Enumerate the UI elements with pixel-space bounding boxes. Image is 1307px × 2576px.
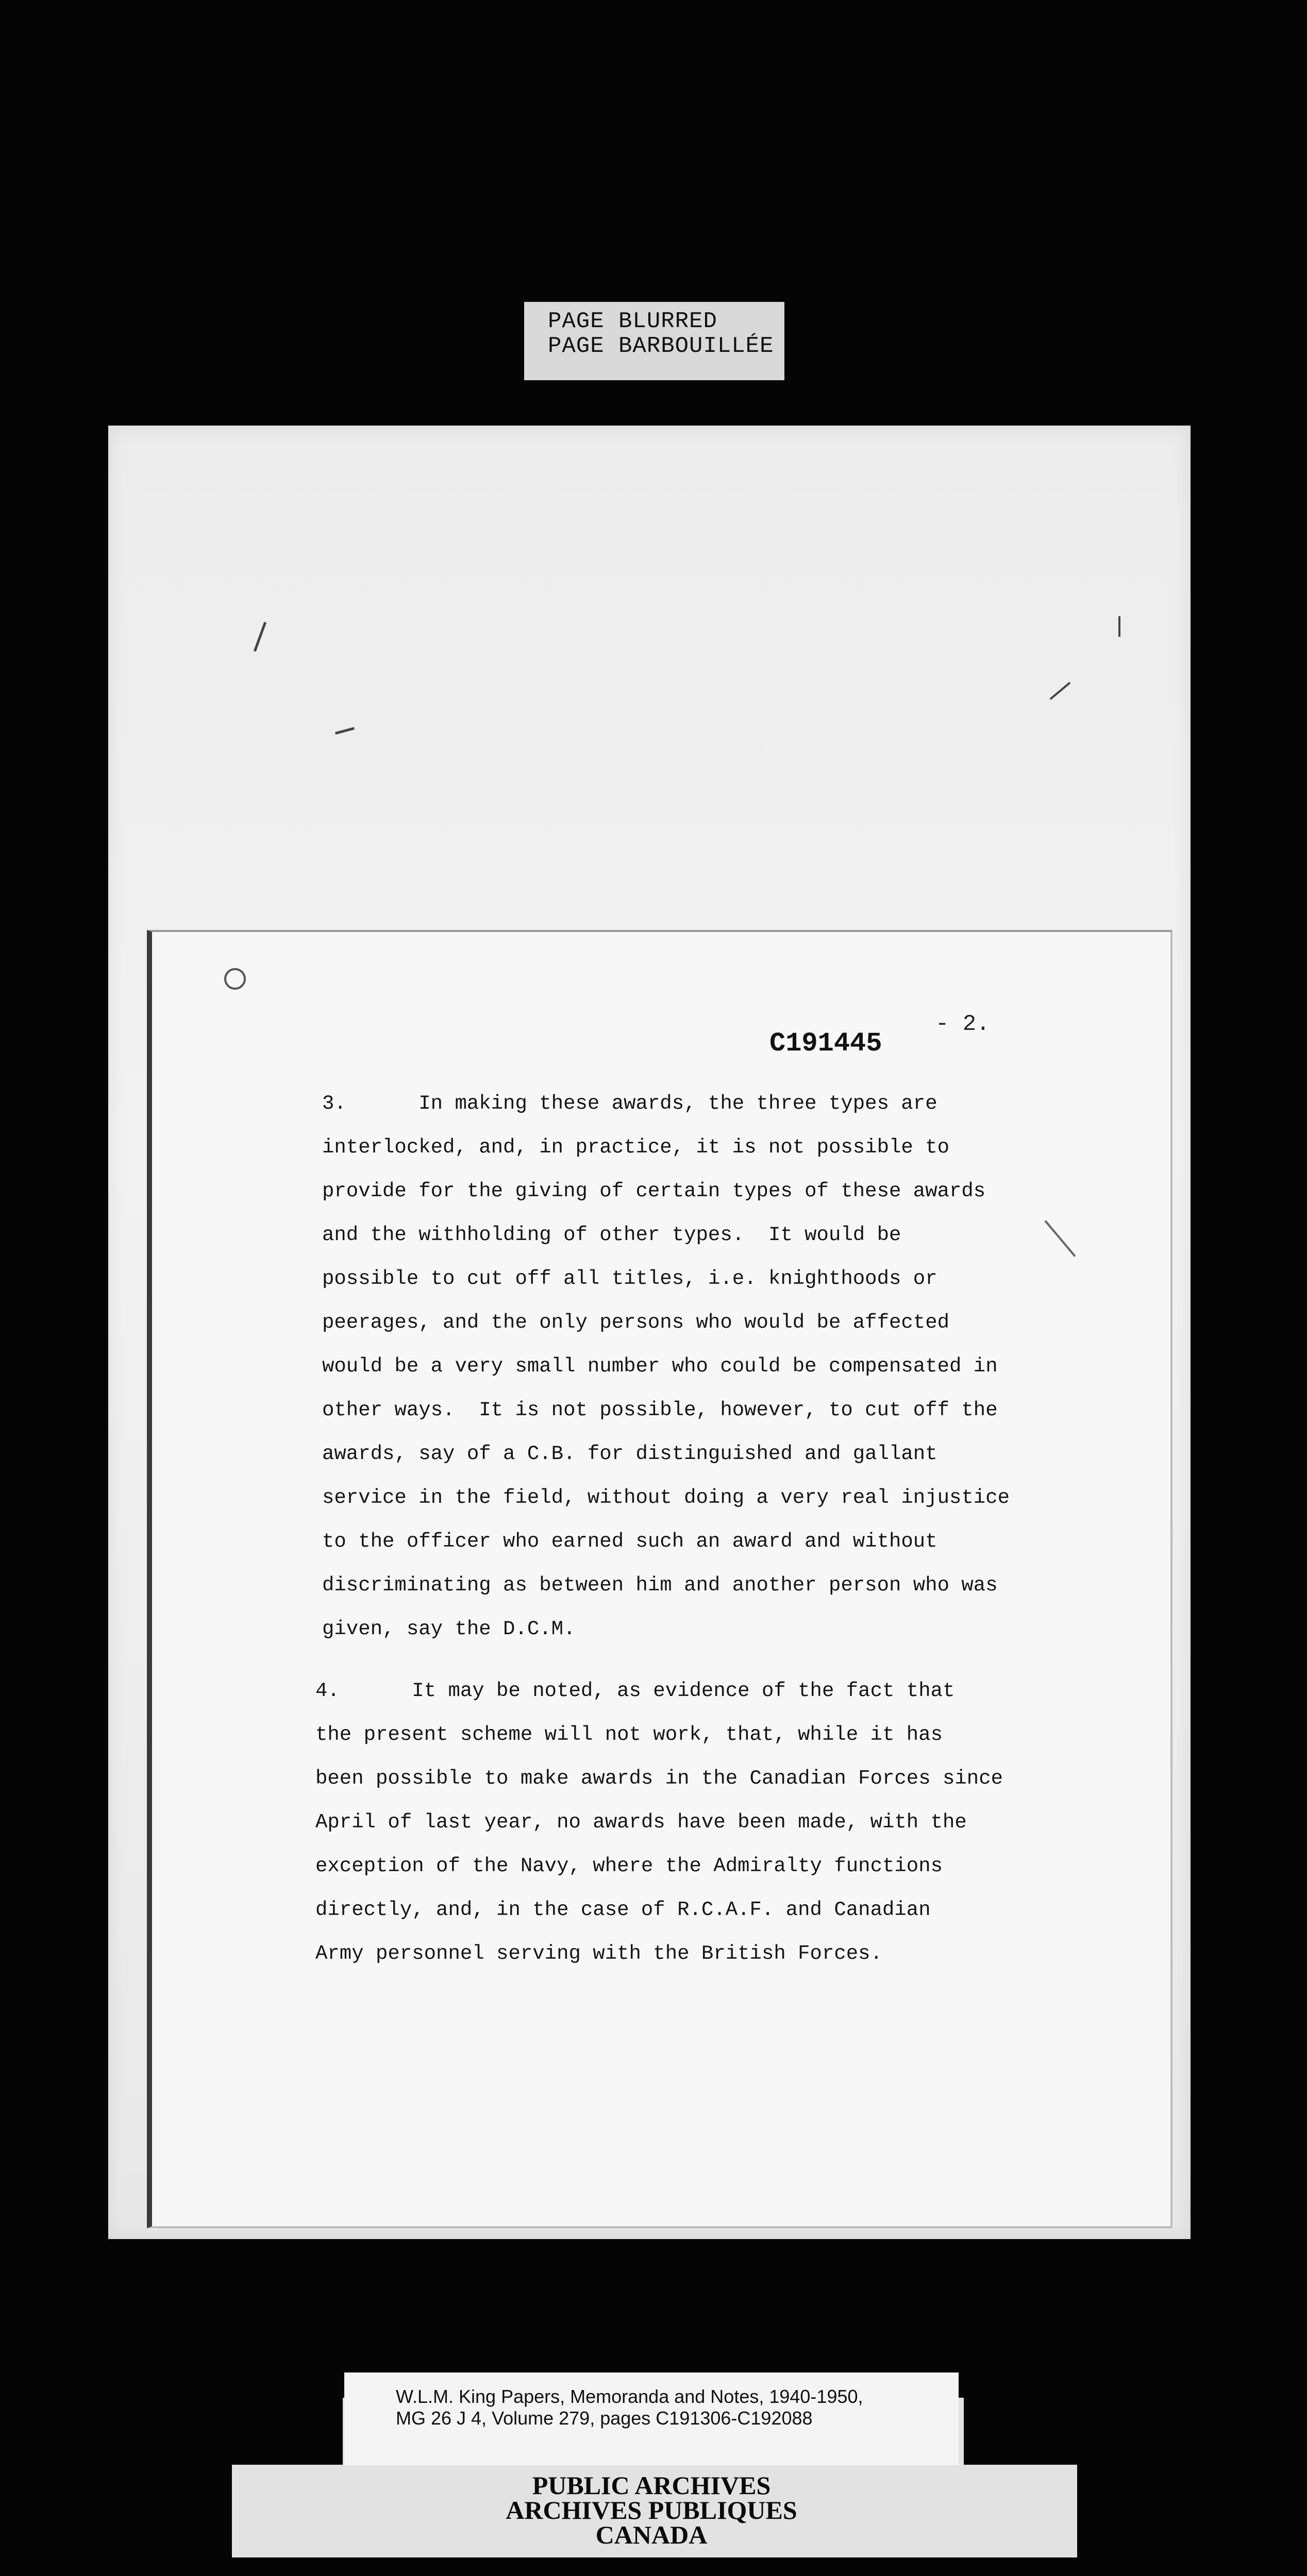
paragraph-3 [322,1082,1064,1651]
blur-label-en: PAGE BLURRED [548,309,717,334]
paragraph-4 [315,1669,1058,1976]
pencil-mark [254,622,266,652]
text-line: directly, and, in the case of R.C.A.F. and Canadian [315,1899,931,1921]
text-line: discriminating as between him and another person who was [322,1574,998,1597]
text-line: and the withholding of other types. It would be [322,1224,901,1246]
text-line: given, say the D.C.M. [322,1618,576,1640]
text-line: other ways. It is not possible, however, to cut off the [322,1399,998,1421]
text-line: peerages, and the only persons who would be affected [322,1311,949,1334]
text-line: would be a very small number who could be compensated in [322,1355,998,1378]
text-line: the present scheme will not work, that, while it has [315,1723,943,1746]
pencil-mark [1050,682,1071,700]
text-line: awards, say of a C.B. for distinguished and gallant [322,1443,937,1465]
page-blurred-label [524,302,784,380]
pencil-mark [1118,616,1120,637]
text-line: interlocked, and, in practice, it is not possible to [322,1136,949,1159]
page-number: - 2. [935,1011,990,1037]
credit-notch [232,2398,343,2465]
text-line: provide for the giving of certain types of these awards [322,1180,986,1202]
archives-line: CANADA [595,2520,708,2549]
collection-credit [344,2372,959,2465]
credit-notch [964,2398,1077,2465]
hole-punch-mark [224,968,246,990]
text-line: to the officer who earned such an award and without [322,1530,937,1553]
archives-line: ARCHIVES PUBLIQUES [506,2496,797,2524]
credit-line: W.L.M. King Papers, Memoranda and Notes, 1940-1950, [396,2386,863,2407]
text-line: Army personnel serving with the British Forces. [315,1942,882,1965]
text-line: been possible to make awards in the Canadian Forces since [315,1767,1003,1790]
blur-label-fr: PAGE BARBOUILLÉE [548,333,774,359]
pencil-mark [335,727,355,735]
text-line: exception of the Navy, where the Admiralty functions [315,1855,943,1877]
credit-line: MG 26 J 4, Volume 279, pages C191306-C192088 [396,2408,813,2429]
text-line: service in the field, without doing a very real injustice [322,1486,1010,1509]
text-line: 3. In making these awards, the three types are [322,1092,937,1115]
text-line: 4. It may be noted, as evidence of the fact that [315,1680,955,1702]
archives-line: PUBLIC ARCHIVES [532,2471,771,2500]
text-line: possible to cut off all titles, i.e. knighthoods or [322,1267,937,1290]
document-id: C191445 [769,1028,882,1059]
text-line: April of last year, no awards have been made, with the [315,1811,967,1834]
archives-stamp [344,2473,959,2547]
